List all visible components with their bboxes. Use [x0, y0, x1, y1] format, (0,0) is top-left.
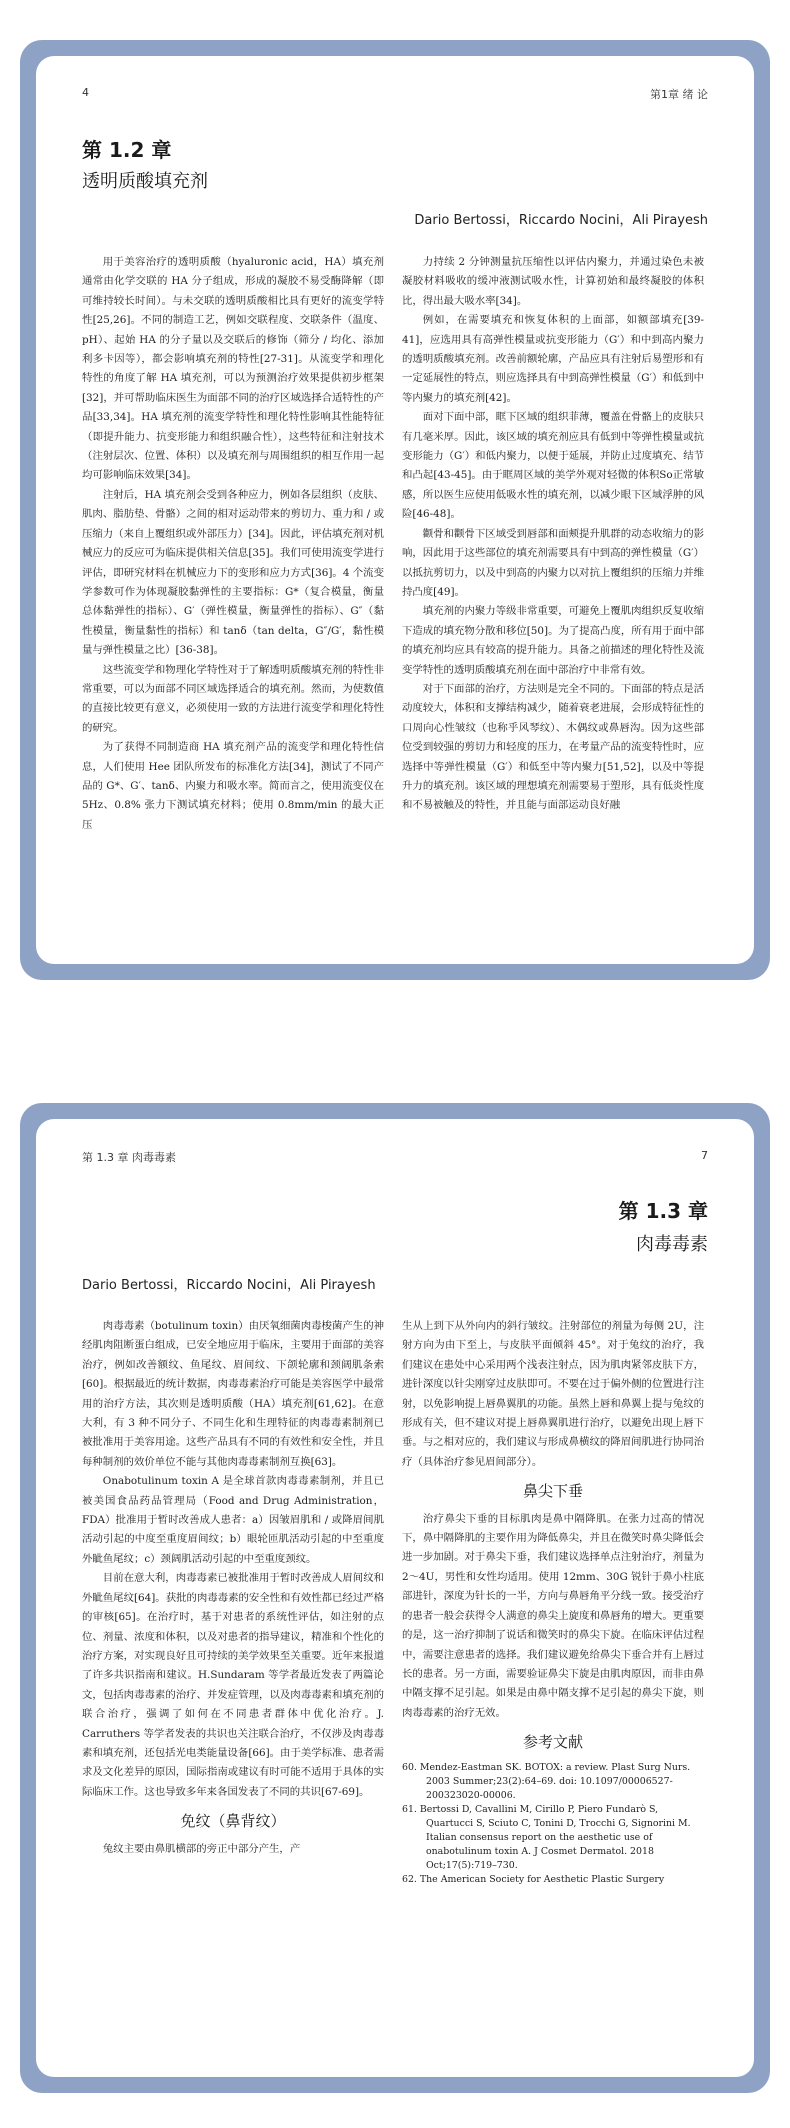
authors: Dario Bertossi，Riccardo Nocini，Ali Pirayesh [414, 213, 708, 228]
paragraph: 填充剂的内聚力等级非常重要，可避免上覆肌肉组织反复收缩下造成的填充物分散和移位[50]。为了提高凸度，所有用于面中部的填充剂均应具有较高的提升能力。具备之前描述的理化特性及流变学特性的透明质酸填充剂在面中部治疗中非常有效。 [402, 605, 704, 676]
paragraph: 颧骨和颧骨下区域受到唇部和面颊提升肌群的动态收缩力的影响，因此用于这些部位的填充剂需要具有中到高的弹性模量（G′）以抵抗剪切力，以及中到高的内聚力以对抗上覆组织的压缩力并维持凸度[49]。 [402, 527, 704, 598]
paragraph: 力持续 2 分钟测量抗压缩性以评估内聚力，并通过染色未被凝胶材料吸收的缓冲液测试吸水性，计算初始和最终凝胶的体积比，得出最大吸水率[34]。 [402, 256, 704, 307]
section-title: 鼻尖下垂 [522, 1482, 583, 1501]
page-sheet [36, 56, 754, 964]
paragraph: 用于美容治疗的透明质酸（hyaluronic acid，HA）填充剂通常由化学交联的 HA 分子组成，形成的凝胶不易受酶降解（即可维持较长时间）。与未交联的透明质酸相比具有更好的流变学特性[25,26]。不同的制造工艺，例如交联程度、交联条件（温度、pH）、起始 HA 的分子量以及交联后的修饰（筛分 / 均化、添加利多卡因等），都会影响填充剂的特性[27-31]。从流变学和理化特性的角度了解 HA 填充剂，可以为预测治疗效果提供初步框架[32]，并可帮助临床医生为面部不同的治疗区域选择合适特性的产品[33,34]。HA 填充剂的流变学特性和理化特性影响其性能特征（即提升能力、抗变形能力和组织融合性），这些特征和注射技术（注射层次、位置、体积）以及填充剂与周围组织的相互作用一起均可影响临床效果[34]。 [82, 256, 384, 482]
paragraph: 目前在意大利，肉毒毒素已被批准用于暂时改善成人眉间纹和外眦鱼尾纹[64]。获批的肉毒毒素的安全性和有效性都已经过严格的审核[65]。在治疗时，基于对患者的系统性评估，如注射的点位、剂量、浓度和体积，以及对患者的指导建议，精准和个性化的治疗方案，对实现良好且可持续的美学效果至关重要。近年来报道了许多共识指南和建议。H.Sundaram 等学者最近发表了两篇论文，包括肉毒毒素的治疗、并发症管理，以及肉毒毒素和填充剂的联合治疗，强调了如何在不同患者群体中优化治疗。J. Carruthers 等学者发表的共识也关注联合治疗，不仅涉及肉毒毒素和填充剂，还包括光电类能量设备[66]。由于美学标准、患者需求及文化差异的原因，国际指南或建议有时可能不适用于具体的实际临床工作。这也导致多年来各国发表了不同的共识[67-69]。 [82, 1572, 384, 1798]
paragraph: 例如，在需要填充和恢复体积的上面部，如额部填充[39-41]，应选用具有高弹性模量或抗变形能力（G′）和中到高内聚力的透明质酸填充剂。改善前额轮廓，产品应具有注射后易塑形和有一定延展性的特点，则应选择具有中到高弹性模量（G′）和低到中等内聚力的填充剂[42]。 [402, 314, 704, 404]
paragraph: 为了获得不同制造商 HA 填充剂产品的流变学和理化特性信息，人们使用 Hee 团队所发布的标准化方法[34]，测试了不同产品的 G*、G′、tanδ、内聚力和吸水率。简而言之，使用流变仪在 5Hz、0.8% 张力下测试填充材料；使用 0.8mm/min 的最大正压 [82, 741, 384, 831]
page-number: 4 [82, 86, 89, 99]
right-column [402, 253, 704, 816]
chapter-number: 第 1.3 章 [618, 1199, 708, 1223]
reference-item: 61. Bertossi D, Cavallini M, Cirillo P, Piero Fundarò S, Quartucci S, Sciuto C, Tonini D, Trocchi G, Signorini M. Italian consensus report on the aesthetic use of onabotulinum toxin A. J Cosmet Dermatol. 2018 Oct;17(5):719–730. [402, 1803, 691, 1871]
paragraph: 肉毒毒素（botulinum toxin）由厌氧细菌肉毒梭菌产生的神经肌肉阻断蛋白组成，已安全地应用于临床，主要用于面部的美容治疗，例如改善额纹、鱼尾纹、眉间纹、下颌轮廓和颈阔肌条索[60]。根据最近的统计数据，肉毒毒素治疗可能是美容医学中最常用的治疗方法，其次则是透明质酸（HA）填充剂[61,62]。在意大利，有 3 种不同分子、不同生化和生理特征的肉毒毒素制剂已被批准用于美容用途。这些产品具有不同的有效性和安全性，并且每种制剂的效价单位不能与其他肉毒毒素制剂互换[63]。 [82, 1320, 384, 1468]
chapter-title: 透明质酸填充剂 [82, 171, 208, 192]
chapter-title: 肉毒毒素 [636, 1234, 708, 1255]
section-title: 免纹（鼻背纹） [180, 1812, 286, 1831]
page-card [20, 1103, 770, 2093]
left-column [82, 253, 384, 835]
references-title: 参考文献 [522, 1733, 583, 1752]
paragraph: 对于下面部的治疗，方法则是完全不同的。下面部的特点是活动度较大，体积和支撑结构减少，随着衰老进展，会形成特征性的口周向心性皱纹（也称乎风琴纹）、木偶纹或鼻唇沟。因为这些部位受到较强的剪切力和轻度的压力，在考量产品的流变特性时，应选择中等弹性模量（G′）和低至中等内聚力[51,52]，以及中等提升力的填充剂。该区域的理想填充剂需要易于塑形，具有低炎性度和不易被触及的特性，并且能与面部运动良好融 [402, 682, 704, 812]
paragraph: 兔纹主要由鼻肌横部的旁正中部分产生，产 [102, 1842, 301, 1855]
paragraph: 治疗鼻尖下垂的目标肌肉是鼻中隔降肌。在张力过高的情况下，鼻中隔降肌的主要作用为降低鼻尖，并且在微笑时鼻尖降低会进一步加剧。对于鼻尖下垂，我们建议选择单点注射治疗，剂量为 2～4U，男性和女性均适用。使用 12mm、30G 锐针于鼻小柱底部进针，深度为针长的一半，方向与鼻唇角平分线一致。接受治疗的患者一般会获得令人满意的鼻尖上旋度和鼻唇角的增大。更重要的是，这一治疗抑制了说话和微笑时的鼻尖下旋。在临床评估过程中，需要注意患者的选择。我们建议避免给鼻尖下垂合并有上唇过长的患者。另一方面，需要验证鼻尖下旋是由肌肉原因，而非由鼻中隔支撑不足引起。如果是由鼻中隔支撑不足引起的鼻尖下旋，则肉毒毒素的治疗无效。 [402, 1512, 704, 1719]
right-column [402, 1317, 704, 1887]
paragraph: 面对下面中部，眶下区域的组织菲薄，覆盖在骨骼上的皮肤只有几毫米厚。因此，该区域的填充剂应具有低到中等弹性模量或抗变形能力（G′）和低内聚力，以便于延展，并防止过度填充、结节和凸起[43-45]。由于眶周区域的美学外观对轻微的体积So正常敏感，所以医生应使用低吸水性的填充剂，以减少眼下区域浮肿的风险[46-48]。 [402, 411, 704, 521]
reference-item: 62. The American Society for Aesthetic Plastic Surgery [402, 1873, 665, 1885]
page-number: 7 [701, 1149, 708, 1162]
running-header: 第1章 绪 论 [650, 88, 708, 101]
references-list [402, 1761, 704, 1887]
authors: Dario Bertossi，Riccardo Nocini，Ali Pirayesh [82, 1278, 376, 1293]
page-card [20, 40, 770, 980]
page-sheet [36, 1119, 754, 2077]
left-column [82, 1317, 384, 1859]
reference-item: 60. Mendez-Eastman SK. BOTOX: a review. Plast Surg Nurs. 2003 Summer;23(2):64–69. doi: 10.1097/00006527-200323020-00006. [402, 1761, 691, 1801]
paragraph: 注射后，HA 填充剂会受到各种应力，例如各层组织（皮肤、肌肉、脂肪垫、骨骼）之间的相对运动带来的剪切力、重力和 / 或压缩力（来自上覆组织或外部压力）[34]。因此，评估填充剂对机械应力的反应可为临床提供相关信息[35]。我们可使用流变学进行评估，即研究材料在机械应力下的变形和应力方式[36]。4 个流变学参数可作为体现凝胶黏弹性的主要指标：G*（复合模量，衡量总体黏弹性的指标）、G′（弹性模量，衡量弹性的指标）、G″（黏性模量，衡量黏性的指标）和 tanδ（tan delta，G″/G′，黏性模量与弹性模量之比）[36-38]。 [82, 488, 384, 657]
paragraph: 生从上到下从外向内的斜行皱纹。注射部位的剂量为每侧 2U，注射方向为由下至上，与皮肤平面倾斜 45°。对于兔纹的治疗，我们建议在患处中心采用两个浅表注射点，因为肌肉紧邻皮肤下方，进针深度以针尖刚穿过皮肤即可。不要在过于偏外侧的位置进行注射，以免影响提上唇鼻翼肌的功能。虽然上唇和鼻翼上提与兔纹的形成有关，但不建议对提上唇鼻翼肌进行治疗，以避免出现上唇下垂。与之相对应的，我们建议与形成鼻横纹的降眉间肌进行协同治疗（具体治疗参见眉间部分）。 [402, 1320, 704, 1468]
paragraph: Onabotulinum toxin A 是全球首款肉毒毒素制剂，并且已被美国食品药品管理局（Food and Drug Administration，FDA）批准用于暂时改善成人患者：a）因皱眉肌和 / 或降眉间肌活动引起的中度至重度眉间纹；b）眼轮匝肌活动引起的中至重度外眦鱼尾纹；c）颈阔肌活动引起的中至重度颈纹。 [82, 1475, 384, 1565]
chapter-number: 第 1.2 章 [82, 138, 172, 162]
running-header: 第 1.3 章 肉毒毒素 [82, 1151, 176, 1164]
paragraph: 这些流变学和物理化学特性对于了解透明质酸填充剂的特性非常重要，可以为面部不同区域选择适合的填充剂。然而，为使数值的直接比较更有意义，必须使用一致的方法进行流变学和理化特性的研究。 [82, 663, 384, 734]
